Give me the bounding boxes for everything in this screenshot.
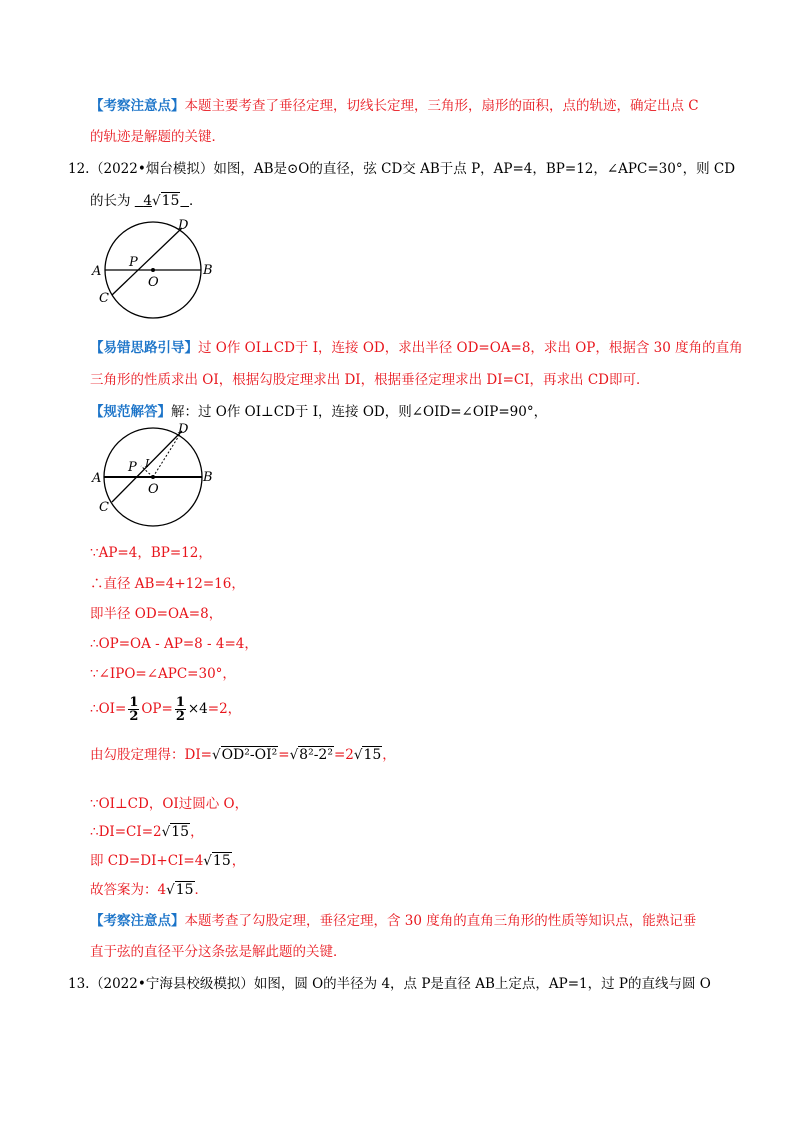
note1-text2: 的轨迹是解题的关键． xyxy=(90,129,225,145)
hint-text1: 过 O作 OI⊥CD于 I，连接 OD，求出半径 OD=OA=8，求出 OP，根据含 30 度角的直角 xyxy=(198,340,743,356)
q12-stem1: （2022•烟台模拟）如图，AB是⊙O的直径，弦 CD交 AB于点 P，AP=4，BP=12，∠APC=30°，则 CD xyxy=(90,161,736,177)
note2-text2: 直于弦的直径平分这条弦是解此题的关键． xyxy=(90,944,347,960)
label-d-1: D xyxy=(178,218,189,233)
step-8: ∵OI⊥CD，OI过圆心 O， xyxy=(90,796,249,812)
fraction-den-1: 2 xyxy=(129,709,139,724)
sqrt-symbol: √OD²-OI² xyxy=(211,747,278,763)
step9-end: ， xyxy=(190,824,204,840)
solution-intro: 解：过 O作 OI⊥CD于 I，连接 OD，则∠OID=∠OIP=90°， xyxy=(171,404,548,420)
hint-tag: 【易错思路引导】 xyxy=(90,340,198,356)
step6-times: ×4 xyxy=(187,701,208,717)
q12-number: 12. xyxy=(68,161,90,177)
step6-result: =2， xyxy=(207,701,242,717)
q12-stem2-suffix: ． xyxy=(189,193,203,209)
step10-end: ， xyxy=(231,853,246,869)
step11-rad: 15 xyxy=(175,882,194,898)
step7-prefix: 由勾股定理得：DI= xyxy=(90,747,212,763)
step11-prefix: 故答案为：4 xyxy=(90,882,167,898)
label-b-2: B xyxy=(203,470,213,485)
note2-line1 xyxy=(90,911,696,931)
q12-answer-coef: 4 xyxy=(143,193,152,209)
fraction-half-2 xyxy=(175,696,186,723)
fraction-den-2: 2 xyxy=(175,709,185,724)
q12-answer xyxy=(135,193,189,209)
label-p-2: P xyxy=(128,460,137,475)
sqrt-symbol: √8²-2² xyxy=(289,747,333,763)
label-a-2: A xyxy=(92,471,102,486)
center-point-1 xyxy=(151,268,155,272)
step-2: ∴直径 AB=4+12=16， xyxy=(90,576,245,592)
hint-text2: 三角形的性质求出 OI，根据勾股定理求出 DI，根据垂径定理求出 DI=CI，再求出 CD即可． xyxy=(90,372,650,388)
label-c-1: C xyxy=(99,291,109,306)
label-a-1: A xyxy=(92,264,102,279)
q13-stem1: （2022•宁海县校级模拟）如图，圆 O的半径为 4，点 P是直径 AB上定点，AP=1，过 P的直线与圆 O xyxy=(90,976,711,992)
step9-prefix: ∴DI=CI=2 xyxy=(90,824,162,840)
step7-rad3: 15 xyxy=(363,747,382,763)
label-d-2: D xyxy=(178,422,189,437)
step-10 xyxy=(90,851,245,871)
sqrt-symbol: √15 xyxy=(151,193,180,209)
step7-rad1: OD²-OI² xyxy=(221,747,278,763)
note1-line1 xyxy=(90,96,699,116)
step7-end: ， xyxy=(382,747,396,763)
step-1: ∵AP=4，BP=12， xyxy=(90,545,212,561)
sqrt-symbol: √15 xyxy=(161,824,190,840)
circle-diagram-1 xyxy=(85,215,225,325)
step10-rad: 15 xyxy=(212,853,231,869)
step-11 xyxy=(90,880,208,900)
q13-number: 13. xyxy=(68,976,90,992)
chord-cd-1 xyxy=(112,228,182,295)
q12-answer-rad: 15 xyxy=(161,193,180,209)
solution-tag: 【规范解答】 xyxy=(90,404,171,420)
step6-prefix: ∴OI= xyxy=(90,701,127,717)
fraction-half-1 xyxy=(128,696,139,723)
step-4: ∴OP=OA - AP=8 - 4=4， xyxy=(90,636,258,652)
step6-mid: OP= xyxy=(141,701,173,717)
q12-stem2-prefix: 的长为 xyxy=(90,193,131,209)
center-point-2 xyxy=(151,475,155,479)
fraction-num-2: 1 xyxy=(175,695,185,710)
step-7 xyxy=(90,745,396,765)
step9-rad: 15 xyxy=(171,824,190,840)
label-b-1: B xyxy=(203,263,213,278)
step10-prefix: 即 CD=DI+CI=4 xyxy=(90,853,204,869)
label-i-2: I xyxy=(145,457,150,470)
fraction-num-1: 1 xyxy=(129,695,139,710)
segment-od-dashed xyxy=(153,431,182,477)
sqrt-symbol: √15 xyxy=(203,853,231,869)
step7-eq1: = xyxy=(278,747,290,763)
label-o-2: O xyxy=(148,482,159,497)
step-6 xyxy=(90,694,241,724)
q12-stem2 xyxy=(90,191,203,211)
label-o-1: O xyxy=(148,275,159,290)
hint-line1 xyxy=(90,338,743,358)
solution-intro-line xyxy=(90,402,547,422)
step7-eq2: =2 xyxy=(333,747,354,763)
step-9 xyxy=(90,822,204,842)
note2-tag: 【考察注意点】 xyxy=(90,913,185,929)
note1-tag: 【考察注意点】 xyxy=(90,98,185,114)
step11-end: ． xyxy=(194,882,209,898)
step-5: ∵∠IPO=∠APC=30°， xyxy=(90,666,236,682)
sqrt-symbol: √15 xyxy=(166,882,194,898)
sqrt-symbol: √15 xyxy=(353,747,382,763)
note2-text1: 本题考查了勾股定理，垂径定理，含 30 度角的直角三角形的性质等知识点，能熟记垂 xyxy=(184,913,697,929)
step7-rad2: 8²-2² xyxy=(299,747,333,763)
step-3: 即半径 OD=OA=8， xyxy=(90,606,223,622)
label-c-2: C xyxy=(99,500,109,515)
note1-text1: 本题主要考查了垂径定理，切线长定理，三角形，扇形的面积，点的轨迹，确定出点 C xyxy=(184,98,699,114)
label-p-1: P xyxy=(129,255,138,270)
circle-diagram-2 xyxy=(85,420,225,535)
